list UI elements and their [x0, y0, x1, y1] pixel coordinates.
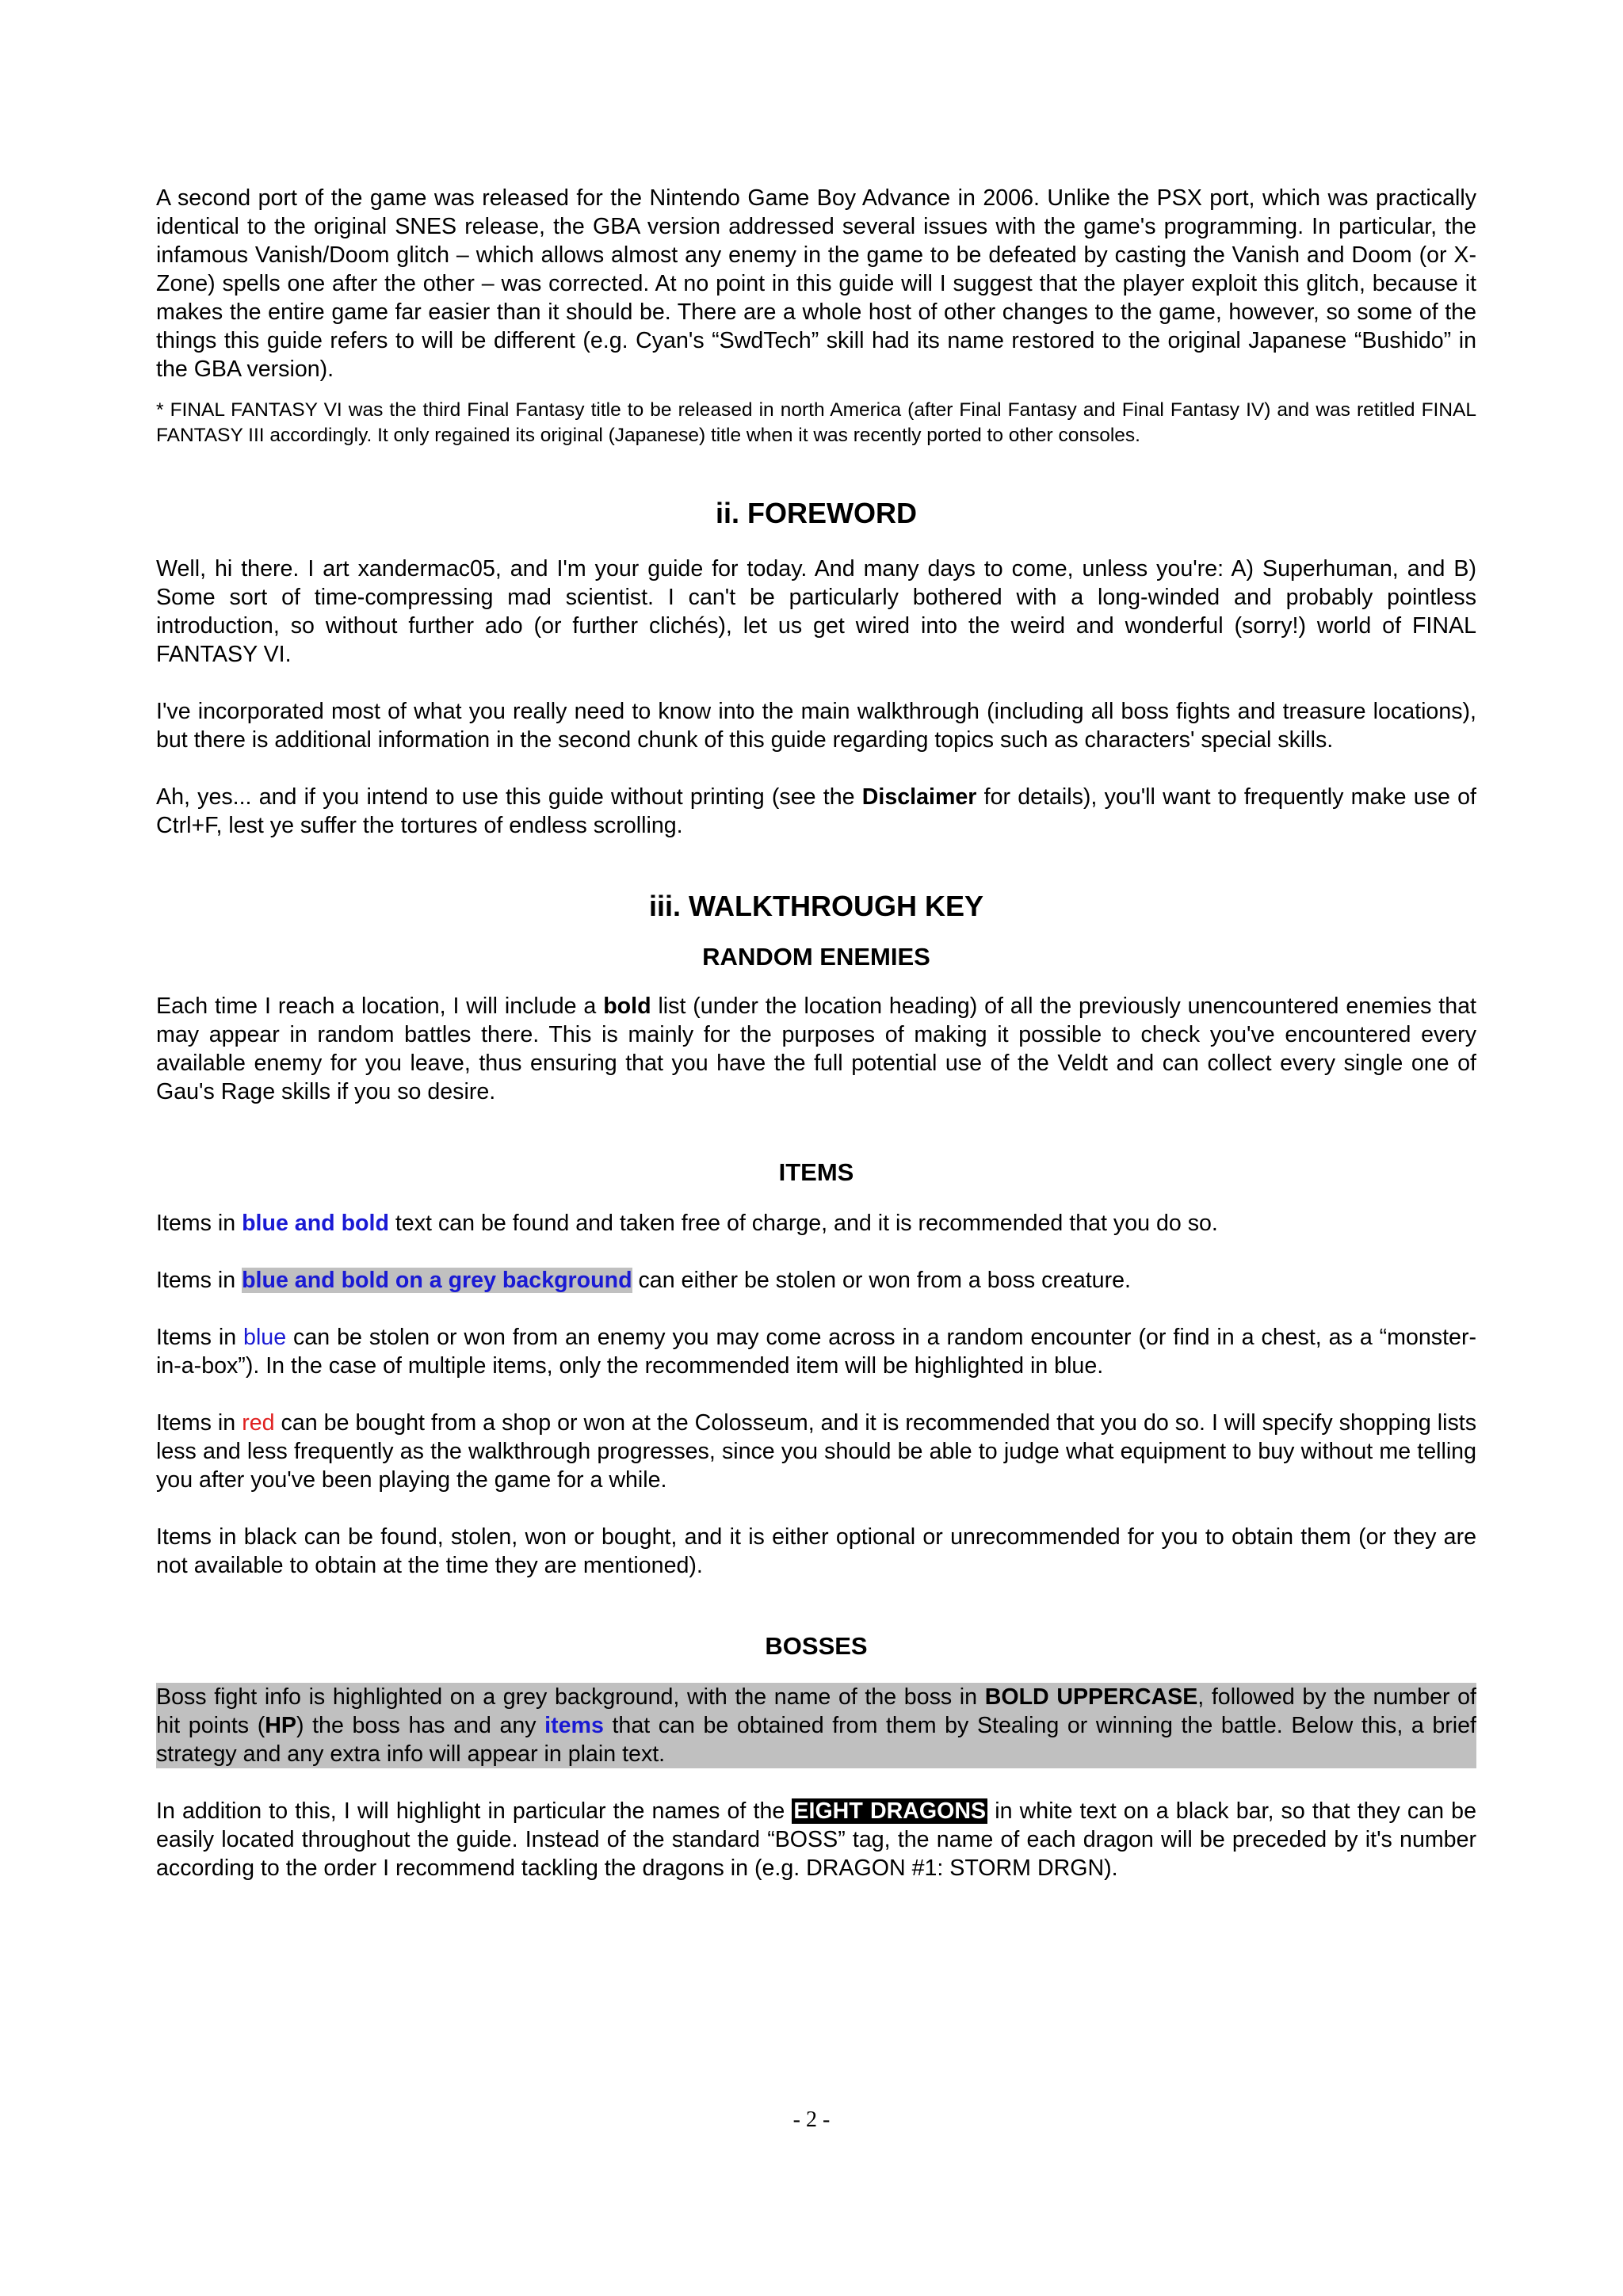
bold-uppercase-example: BOLD UPPERCASE — [984, 1684, 1198, 1710]
foreword-paragraph-1: Well, hi there. I art xandermac05, and I'm your guide for today. And many days to come, unless you're: A) Superhuman, and B) Some sort of time-compressing mad scientist. I can't be particularly bothered with a long-winded and probably pointless introduction, so without further ado (or further clichés), let us get wired into the weird and wonderful (sorry!) world of FINAL FANTASY VI. — [156, 556, 1476, 667]
items-paragraph-3 — [156, 1323, 1476, 1380]
items-paragraph-4 — [156, 1409, 1476, 1494]
bosses-heading: BOSSES — [765, 1632, 868, 1660]
random-enemies-heading: RANDOM ENEMIES — [702, 943, 930, 971]
text-run: text can be found and taken free of charge, and it is recommended that you do so. — [388, 1211, 1218, 1236]
text-run: Each time I reach a location, I will include a — [156, 994, 604, 1019]
document-page — [156, 184, 1476, 1882]
page-number: - 2 - — [792, 2107, 831, 2132]
text-run: In addition to this, I will highlight in particular the names of the — [156, 1798, 792, 1824]
items-example: items — [544, 1713, 604, 1738]
text-run: Ah, yes... and if you intend to use this guide without printing (see the — [156, 784, 862, 810]
text-run: in white text on a black bar, so that they can be easily located throughout the guide. Instead of the standard “BOSS” tag, the name of each dragon will be preceded by it's number according to the order I recommend tackling the dragons in (e.g. DRAGON #1: STORM DRGN). — [156, 1798, 1476, 1881]
blue-bold-example: blue and bold — [242, 1211, 389, 1236]
text-run: ) the boss has and any — [296, 1713, 545, 1738]
walkthrough-key-heading: iii. WALKTHROUGH KEY — [649, 890, 983, 922]
items-paragraph-1 — [156, 1209, 1476, 1238]
footnote: * FINAL FANTASY VI was the third Final Fantasy title to be released in north America (after Final Fantasy and Final Fantasy IV) and was retitled FINAL FANTASY III accordingly. It only regained its original (Japanese) title when it was recently ported to other consoles. — [156, 399, 1476, 446]
text-run: that can be obtained from them by Stealing or winning the battle. Below this, a brief strategy and any extra info will appear in plain text. — [156, 1713, 1476, 1767]
foreword-paragraph-2: I've incorporated most of what you really need to know into the main walkthrough (including all boss fights and treasure locations), but there is additional information in the second chunk of this guide regarding topics such as characters' special skills. — [156, 699, 1476, 753]
items-heading: ITEMS — [778, 1158, 854, 1186]
text-run: , followed by the number of hit points ( — [156, 1684, 1476, 1738]
intro-paragraph: A second port of the game was released for the Nintendo Game Boy Advance in 2006. Unlike the PSX port, which was practically identical to the original SNES release, the GBA version addressed several issues with the game's programming. In particular, the infamous Vanish/Doom glitch – which allows almost any enemy in the game to be defeated by casting the Vanish and Doom (or X-Zone) spells one after the other – was corrected. At no point in this guide will I suggest that the player exploit this glitch, because it makes the entire game far easier than it should be. There are a whole host of other changes to the game, however, so some of the things this guide refers to will be different (e.g. Cyan's “SwdTech” skill had its name restored to the original Japanese “Bushido” in the GBA version). — [156, 185, 1476, 382]
items-paragraph-2 — [156, 1266, 1476, 1295]
foreword-paragraph-3 — [156, 783, 1476, 840]
blue-bold-grey-example: blue and bold on a grey background — [242, 1268, 632, 1293]
eight-dragons-bar: EIGHT DRAGONS — [793, 1798, 987, 1824]
text-run: can be bought from a shop or won at the Colosseum, and it is recommended that you do so. I will specify shopping lists less and less frequently as the walkthrough progresses, since you should be able to judge what equipment to buy without me telling you after you've been playing the game for a while. — [156, 1410, 1476, 1493]
text-run: Items in — [156, 1268, 242, 1293]
text-run: Items in — [156, 1410, 242, 1436]
bold-example: bold — [603, 994, 651, 1019]
text-run: Items in — [156, 1325, 244, 1350]
bosses-paragraph-1 — [156, 1683, 1476, 1768]
disclaimer-reference: Disclaimer — [861, 784, 977, 810]
foreword-heading: ii. FOREWORD — [716, 497, 917, 529]
red-example: red — [242, 1410, 275, 1436]
blue-example: blue — [243, 1325, 287, 1350]
hp-label: HP — [265, 1713, 296, 1738]
text-run: Boss fight info is highlighted on a grey background, with the name of the boss in — [156, 1684, 985, 1710]
text-run: can be stolen or won from an enemy you may come across in a random encounter (or find in a chest, as a “monster-in-a-box”). In the case of multiple items, only the recommended item will be highlighted in blue. — [156, 1325, 1476, 1379]
items-paragraph-5: Items in black can be found, stolen, won or bought, and it is either optional or unrecommended for you to obtain them (or they are not available to obtain at the time they are mentioned). — [156, 1524, 1476, 1578]
text-run: for details), you'll want to frequently make use of Ctrl+F, lest ye suffer the tortures of endless scrolling. — [156, 784, 1476, 838]
text-run: Items in — [156, 1211, 242, 1236]
text-run: can either be stolen or won from a boss creature. — [632, 1268, 1131, 1293]
text-run: list (under the location heading) of all the previously unencountered enemies that may appear in random battles there. This is mainly for the purposes of making it possible to check you've encountered every available enemy for you leave, thus ensuring that you have the full potential use of the Veldt and can collect every single one of Gau's Rage skills if you so desire. — [156, 994, 1476, 1104]
random-enemies-paragraph — [156, 992, 1476, 1106]
bosses-paragraph-2 — [156, 1797, 1476, 1882]
